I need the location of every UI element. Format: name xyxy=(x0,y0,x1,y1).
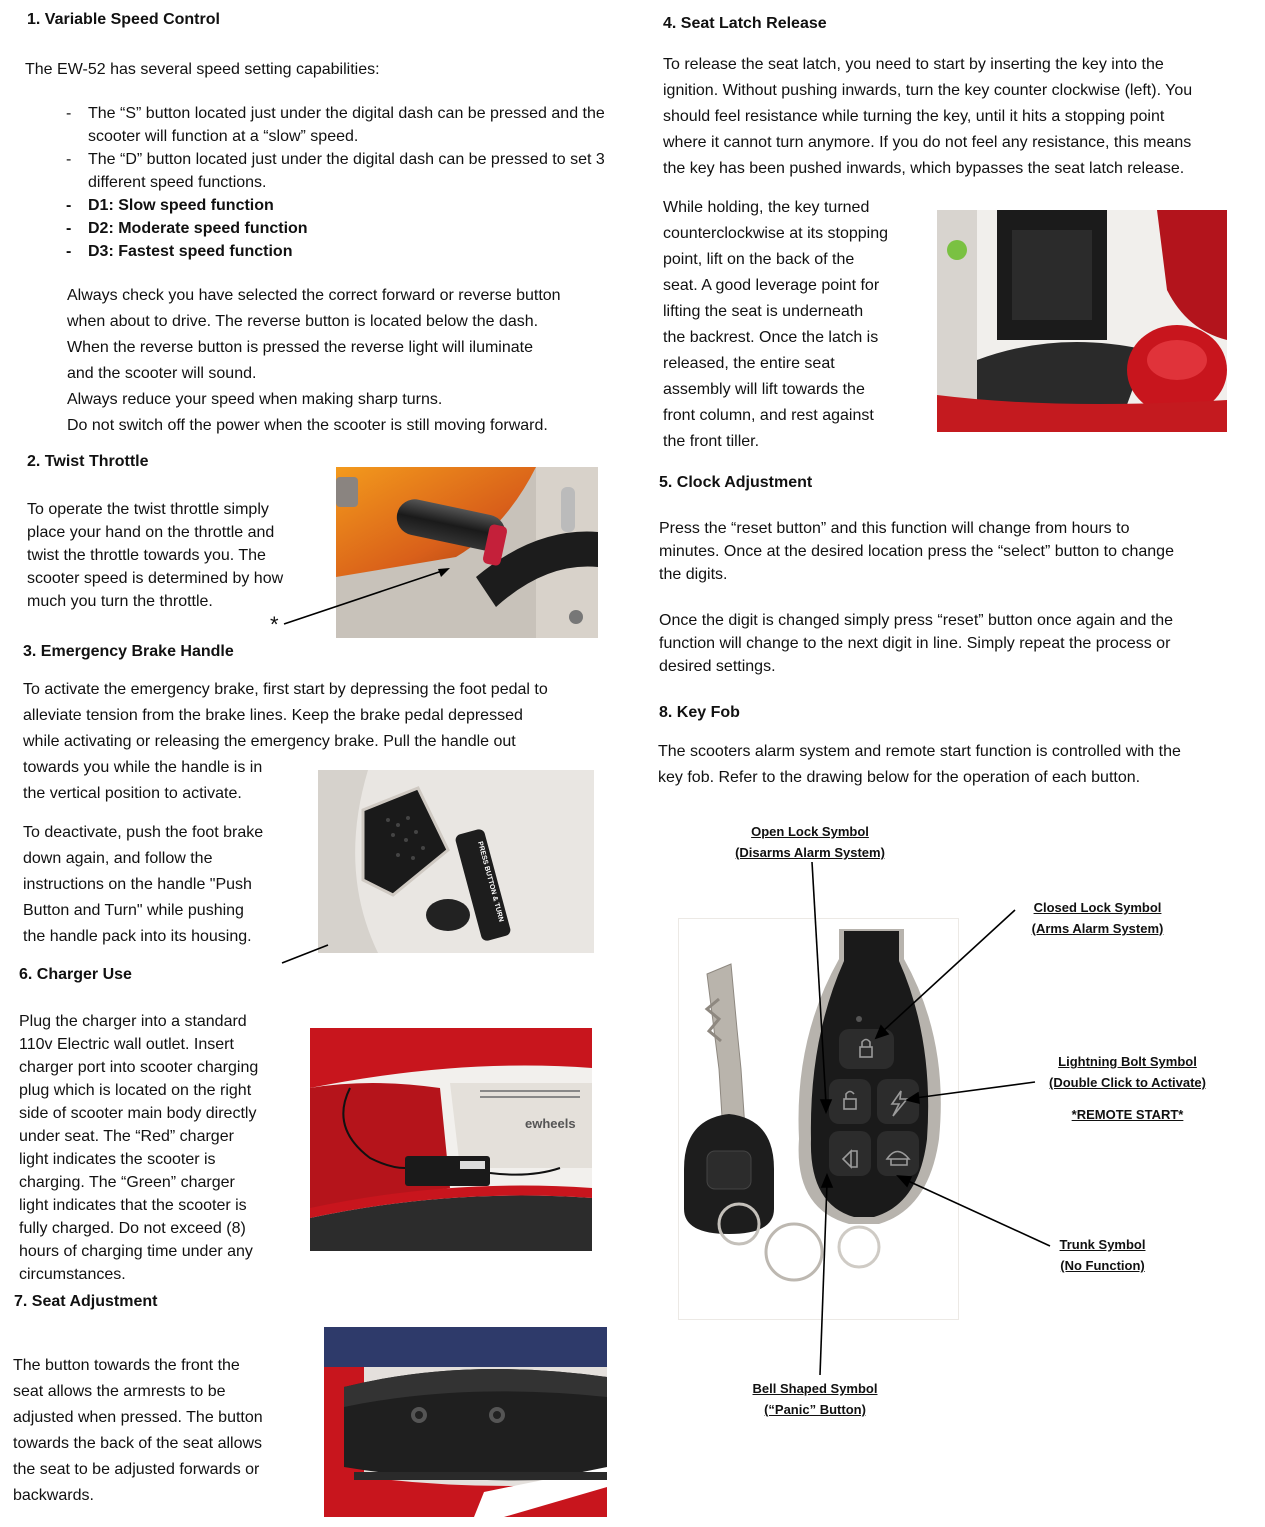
text-line: To release the seat latch, you need to start by inserting the key into the xyxy=(663,56,1164,73)
section-1-intro: The EW-52 has several speed setting capabilities: xyxy=(25,61,380,78)
text-line: To deactivate, push the foot brake xyxy=(23,824,264,841)
text-line: While holding, the key turned xyxy=(663,199,870,216)
open-lock-arrowhead xyxy=(821,1100,831,1112)
text-line: the vertical position to activate. xyxy=(23,785,242,802)
section-3-heading: 3. Emergency Brake Handle xyxy=(23,643,234,660)
note-line: and the scooter will sound. xyxy=(67,365,257,382)
text-line: released, the entire seat xyxy=(663,355,835,372)
label-line: (Disarms Alarm System) xyxy=(735,845,885,860)
text-line: charging. The “Green” charger xyxy=(19,1174,235,1191)
text-line: minutes. Once at the desired location press the “select” button to change xyxy=(659,543,1174,560)
text-line: Once the digit is changed simply press “reset” button once again and the xyxy=(659,612,1174,629)
closed-lock-pointer xyxy=(882,910,1015,1032)
text-line: Plug the charger into a standard xyxy=(19,1013,247,1030)
list-item: - D1: Slow speed function xyxy=(66,194,611,217)
bell-arrowhead xyxy=(822,1175,832,1187)
text-line: desired settings. xyxy=(659,658,776,675)
section-1-heading: 1. Variable Speed Control xyxy=(27,11,220,28)
list-item: - The “D” button located just under the digital dash can be pressed to set 3 different speed functions. xyxy=(66,148,611,194)
section-6-heading: 6. Charger Use xyxy=(19,966,132,983)
text-line: instructions on the handle "Push xyxy=(23,876,252,893)
text-line: assembly will lift towards the xyxy=(663,381,865,398)
text-line: function will change to the next digit in line. Simply repeat the process or xyxy=(659,635,1171,652)
text-line: plug which is located on the right xyxy=(19,1082,252,1099)
lightning-pointer xyxy=(915,1082,1035,1098)
text-line: towards you while the handle is in xyxy=(23,759,263,776)
text-line: the handle pack into its housing. xyxy=(23,928,252,945)
label-line: Open Lock Symbol xyxy=(751,824,869,839)
text-line: the digits. xyxy=(659,566,728,583)
text-line: the front tiller. xyxy=(663,433,760,450)
text-line: light indicates that the scooter is xyxy=(19,1197,247,1214)
list-item: - D2: Moderate speed function xyxy=(66,217,611,240)
text-line: the backrest. Once the latch is xyxy=(663,329,879,346)
asterisk-marker: * xyxy=(270,612,279,637)
text-line: fully charged. Do not exceed (8) xyxy=(19,1220,246,1237)
trunk-arrowhead xyxy=(898,1176,911,1186)
label-line: (No Function) xyxy=(1060,1258,1145,1273)
label-line: (Arms Alarm System) xyxy=(1031,921,1164,936)
text-line: The scooters alarm system and remote start function is controlled with the xyxy=(658,743,1181,760)
list-item: - The “S” button located just under the digital dash can be pressed and the scooter will function at a “slow” speed. xyxy=(66,102,611,148)
note-line: When the reverse button is pressed the reverse light will iluminate xyxy=(67,339,533,356)
text-line: should feel resistance while turning the key, until it hits a stopping point xyxy=(663,108,1165,125)
text-line: counterclockwise at its stopping xyxy=(663,225,888,242)
text-line: Press the “reset button” and this function will change from hours to xyxy=(659,520,1130,537)
text-line: circumstances. xyxy=(19,1266,126,1283)
text-line: the key has been pushed inwards, which bypasses the seat latch release. xyxy=(663,160,1185,177)
lightning-arrowhead xyxy=(907,1093,919,1103)
text-line: while activating or releasing the emergency brake. Pull the handle out xyxy=(23,733,516,750)
text-line: alleviate tension from the brake lines. Keep the brake pedal depressed xyxy=(23,707,523,724)
text-line: 110v Electric wall outlet. Insert xyxy=(19,1036,234,1053)
label-line: (Double Click to Activate) xyxy=(1049,1075,1206,1090)
text-line: down again, and follow the xyxy=(23,850,213,867)
text-line: ignition. Without pushing inwards, turn the key counter clockwise (left). You xyxy=(663,82,1193,99)
label-line: Closed Lock Symbol xyxy=(1033,900,1162,915)
text-line: twist the throttle towards you. The xyxy=(27,547,266,564)
bell-pointer xyxy=(820,1183,827,1375)
text-line: where it cannot turn anymore. If you do not feel any resistance, this means xyxy=(663,134,1192,151)
text-line: scooter speed is determined by how xyxy=(27,570,284,587)
section-8-heading: 8. Key Fob xyxy=(659,704,740,721)
text-line: side of scooter main body directly xyxy=(19,1105,257,1122)
text-line: hours of charging time under any xyxy=(19,1243,253,1260)
section-7-heading: 7. Seat Adjustment xyxy=(14,1293,158,1310)
note-line: Do not switch off the power when the scooter is still moving forward. xyxy=(67,417,548,434)
open-lock-pointer xyxy=(812,862,826,1104)
text-line: point, lift on the back of the xyxy=(663,251,855,268)
section-4-heading: 4. Seat Latch Release xyxy=(663,15,827,32)
text-line: seat. A good leverage point for xyxy=(663,277,880,294)
note-line: Always reduce your speed when making sharp turns. xyxy=(67,391,443,408)
text-line: charger port into scooter charging xyxy=(19,1059,259,1076)
label-line: Trunk Symbol xyxy=(1059,1237,1146,1252)
text-line: lifting the seat is underneath xyxy=(663,303,864,320)
brand-text: ewheels xyxy=(525,1116,576,1131)
trunk-pointer xyxy=(906,1180,1050,1246)
text-line: light indicates the scooter is xyxy=(19,1151,216,1168)
note-line: Always check you have selected the correct forward or reverse button xyxy=(67,287,561,304)
text-line: adjusted when pressed. The button xyxy=(13,1409,263,1426)
text-line: towards the back of the seat allows xyxy=(13,1435,263,1452)
list-item: - D3: Fastest speed function xyxy=(66,240,611,263)
text-line: Button and Turn" while pushing xyxy=(23,902,244,919)
text-line: the seat to be adjusted forwards or xyxy=(13,1461,260,1478)
note-line: when about to drive. The reverse button is located below the dash. xyxy=(67,313,539,330)
label-line: Bell Shaped Symbol xyxy=(752,1381,878,1396)
remote-start-label: *REMOTE START* xyxy=(1071,1107,1184,1122)
text-line: backwards. xyxy=(13,1487,94,1504)
text-line: key fob. Refer to the drawing below for the operation of each button. xyxy=(658,769,1141,786)
text-line: To activate the emergency brake, first start by depressing the foot pedal to xyxy=(23,681,548,698)
text-line: seat allows the armrests to be xyxy=(13,1383,226,1400)
section-2-heading: 2. Twist Throttle xyxy=(27,453,149,470)
section-5-heading: 5. Clock Adjustment xyxy=(659,474,813,491)
text-line: front column, and rest against xyxy=(663,407,874,424)
text-line: under seat. The “Red” charger xyxy=(19,1128,234,1145)
text-line: place your hand on the throttle and xyxy=(27,524,275,541)
label-line: Lightning Bolt Symbol xyxy=(1058,1054,1197,1069)
text-line: much you turn the throttle. xyxy=(27,593,213,610)
text-line: To operate the twist throttle simply xyxy=(27,501,269,518)
handle-text: PRESS BUTTON & TURN xyxy=(476,840,505,923)
text-line: The button towards the front the xyxy=(13,1357,240,1374)
label-line: (“Panic” Button) xyxy=(764,1402,866,1417)
